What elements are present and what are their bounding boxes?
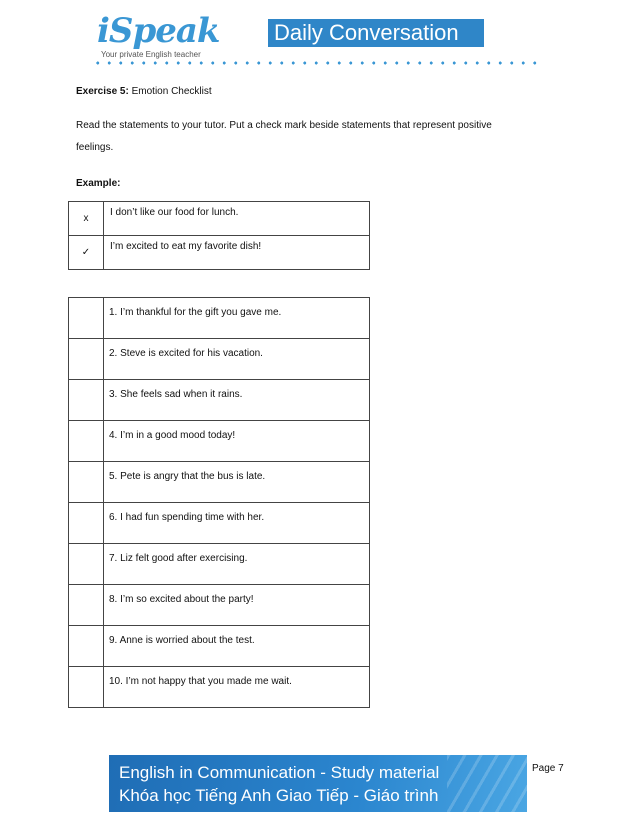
example-statement: I don’t like our food for lunch. (104, 202, 370, 236)
table-row (69, 626, 370, 667)
statement-text: 3. She feels sad when it rains. (104, 380, 370, 421)
table-row (69, 667, 370, 708)
checkbox-cell[interactable] (69, 667, 104, 708)
footer-banner (109, 755, 527, 812)
example-table (68, 201, 370, 270)
page-number: Page 7 (532, 763, 564, 774)
example-statement: I’m excited to eat my favorite dish! (104, 236, 370, 270)
banner-title: Daily Conversation (268, 19, 484, 47)
table-row (69, 339, 370, 380)
statement-text: 7. Liz felt good after exercising. (104, 544, 370, 585)
footer-line-2: Khóa học Tiếng Anh Giao Tiếp - Giáo trình (119, 786, 439, 805)
statement-text: 1. I’m thankful for the gift you gave me. (104, 298, 370, 339)
exercise-title: Emotion Checklist (131, 86, 212, 97)
exercise-label: Exercise 5: (76, 86, 129, 97)
statement-text: 8. I’m so excited about the party! (104, 585, 370, 626)
statement-text: 9. Anne is worried about the test. (104, 626, 370, 667)
table-row (69, 503, 370, 544)
statements-table (68, 297, 370, 708)
statement-text: 10. I’m not happy that you made me wait. (104, 667, 370, 708)
example-mark-cell: x (69, 202, 104, 236)
checkbox-cell[interactable] (69, 544, 104, 585)
example-label: Example: (76, 178, 121, 189)
dotted-divider (92, 61, 542, 65)
checkbox-cell[interactable] (69, 298, 104, 339)
table-row (69, 236, 370, 270)
checkbox-cell[interactable] (69, 626, 104, 667)
checkbox-cell[interactable] (69, 421, 104, 462)
footer-stripes (447, 755, 527, 812)
table-row (69, 202, 370, 236)
logo-wordmark: iSpeak (97, 11, 220, 51)
instructions: Read the statements to your tutor. Put a check mark beside statements that represent positive feelings. (76, 120, 492, 153)
checkbox-cell[interactable] (69, 585, 104, 626)
example-mark-cell: ✓ (69, 236, 104, 270)
table-row (69, 421, 370, 462)
table-row (69, 585, 370, 626)
table-row (69, 298, 370, 339)
table-row (69, 462, 370, 503)
checkbox-cell[interactable] (69, 462, 104, 503)
footer-line-1: English in Communication - Study material (119, 763, 440, 782)
table-row (69, 544, 370, 585)
statement-text: 2. Steve is excited for his vacation. (104, 339, 370, 380)
checkbox-cell[interactable] (69, 380, 104, 421)
ispeak-logo (97, 12, 237, 62)
checkbox-cell[interactable] (69, 339, 104, 380)
exercise-heading (76, 86, 212, 97)
logo-tagline: Your private English teacher (101, 50, 201, 59)
table-row (69, 380, 370, 421)
statement-text: 4. I’m in a good mood today! (104, 421, 370, 462)
statement-text: 6. I had fun spending time with her. (104, 503, 370, 544)
statement-text: 5. Pete is angry that the bus is late. (104, 462, 370, 503)
checkbox-cell[interactable] (69, 503, 104, 544)
